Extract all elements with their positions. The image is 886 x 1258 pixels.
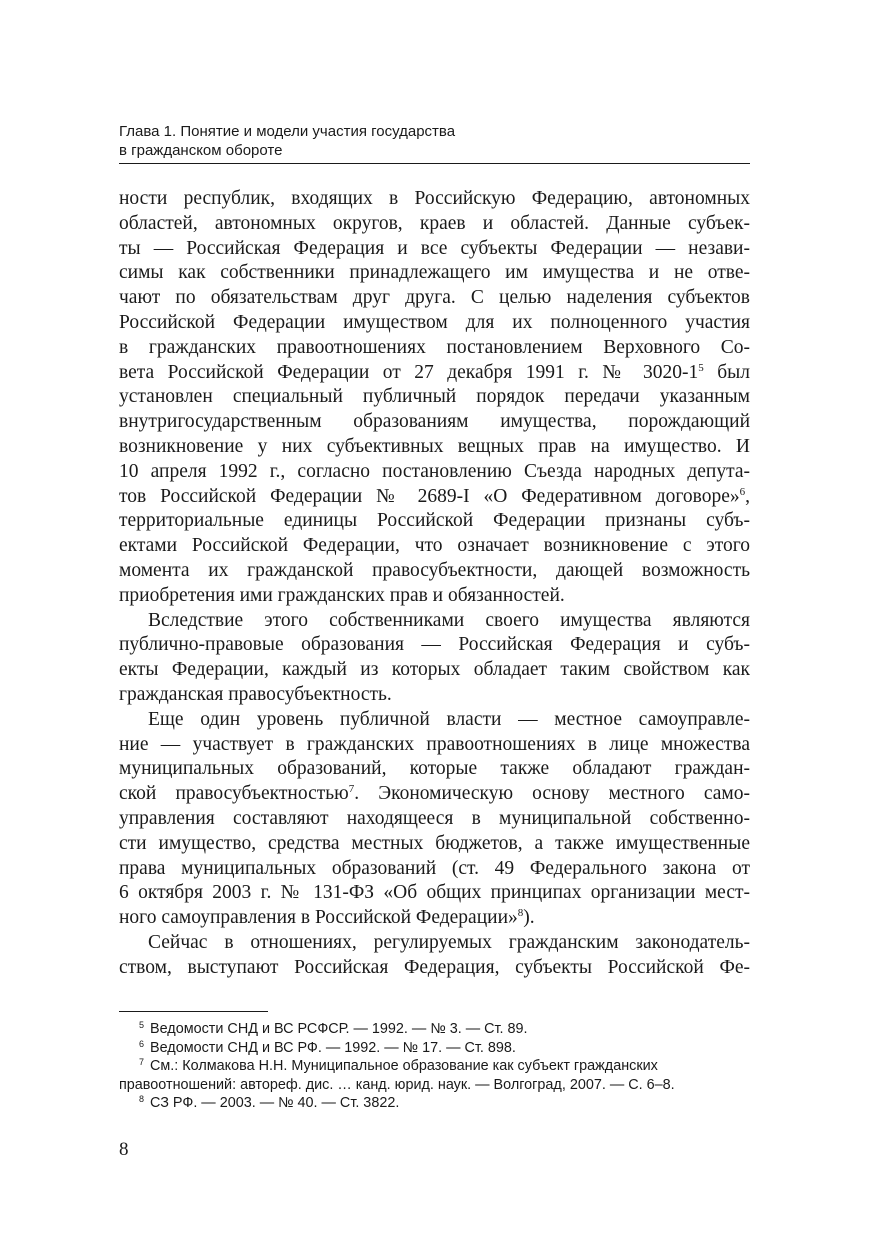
text-segment: . Экономическую основу местного само-	[354, 783, 750, 805]
text-line: гражданская правосубъектность.	[119, 683, 392, 705]
text-line: внутригосударственным образованиям имущества, порождающий	[119, 411, 750, 433]
text-line: ние — участвует в гражданских правоотношениях в лице множества	[119, 733, 750, 755]
text-line	[119, 361, 750, 386]
footnote-text: Ведомости СНД и ВС РСФСР. — 1992. — № 3. — Ст. 89.	[150, 1021, 528, 1037]
text-line: территориальные единицы Российской Федерации признаны субъ-	[119, 510, 750, 532]
text-line: установлен специальный публичный порядок передачи указанным	[119, 386, 750, 408]
footnote-divider	[119, 1011, 268, 1012]
text-line: 10 апреля 1992 г., согласно постановлению Съезда народных депута-	[119, 460, 750, 482]
footnote-text-continued: правоотношений: автореф. дис. … канд. юрид. наук. — Волгоград, 2007. — С. 6–8.	[119, 1076, 675, 1093]
footnote-5	[119, 1020, 750, 1039]
footnote-number: 5	[139, 1020, 145, 1030]
text-line: ты — Российская Федерация и все субъекты Федерации — незави-	[119, 237, 750, 259]
footnote-number: 7	[139, 1057, 145, 1067]
text-line: Российской Федерации имуществом для их полноценного участия	[119, 311, 750, 333]
footnote-number: 6	[139, 1038, 145, 1049]
paragraph-4	[119, 931, 750, 981]
text-line: в гражданских правоотношениях постановлением Верховного Со-	[119, 336, 750, 358]
footnote-text: См.: Колмакова Н.Н. Муниципальное образование как субъект гражданских	[150, 1058, 658, 1074]
text-line: момента их гражданской правосубъектности, дающей возможность	[119, 559, 750, 581]
footnote-ref-8[interactable]: 8	[517, 907, 524, 920]
text-line: симы как собственники принадлежащего им имущества и не отве-	[119, 262, 750, 284]
text-segment: ,	[745, 485, 750, 507]
paragraph-3	[119, 708, 750, 931]
text-line: 6 октября 2003 г. № 131-ФЗ «Об общих принципах организации мест-	[119, 882, 750, 904]
text-line: ством, выступают Российская Федерация, субъекты Российской Фе-	[119, 956, 750, 978]
running-head-line-1: Глава 1. Понятие и модели участия государства	[119, 123, 456, 140]
text-line: публично-правовые образования — Российская Федерация и субъ-	[119, 634, 750, 656]
footnote-text: Ведомости СНД и ВС РФ. — 1992. — № 17. — Ст. 898.	[150, 1039, 516, 1056]
text-line: Вследствие этого собственниками своего имущества являются	[148, 609, 750, 631]
text-line: муниципальных образований, которые также обладают граждан-	[119, 758, 750, 780]
text-line: Еще один уровень публичной власти — местное самоуправле-	[148, 708, 750, 730]
text-line	[119, 906, 750, 931]
text-line: областей, автономных округов, краев и областей. Данные субъек-	[119, 212, 750, 234]
text-line: чают по обязательствам друг друга. С целью наделения субъектов	[119, 287, 750, 309]
text-line: возникновение у них субъективных вещных прав на имущество. И	[119, 435, 750, 457]
text-segment: тов Российской Федерации № 2689-I «О Федеративном договоре»	[119, 485, 740, 507]
footnote-7	[119, 1057, 750, 1094]
running-head	[119, 122, 750, 164]
text-segment: был	[703, 361, 750, 383]
running-head-line-2: в гражданском обороте	[119, 142, 283, 159]
footnote-8	[119, 1094, 750, 1113]
page-number: 8	[119, 1139, 129, 1160]
footnote-text: СЗ РФ. — 2003. — № 40. — Ст. 3822.	[150, 1095, 400, 1111]
text-line: управления составляют находящееся в муниципальной собственно-	[119, 807, 750, 829]
text-segment: ской правосубъектностью	[119, 783, 349, 805]
text-segment: ного самоуправления в Российской Федерации»	[119, 907, 518, 929]
text-line: приобретения ими гражданских прав и обязанностей.	[119, 584, 565, 606]
paragraph-2	[119, 609, 750, 708]
footnote-ref-5[interactable]: 5	[698, 361, 704, 374]
text-line: Сейчас в отношениях, регулируемых гражданским законодатель-	[148, 931, 750, 953]
text-line: ектами Российской Федерации, что означает возникновение с этого	[119, 535, 750, 557]
text-line	[119, 782, 750, 807]
footnote-ref-7[interactable]: 7	[348, 783, 355, 796]
text-line: права муниципальных образований (ст. 49 Федерального закона от	[119, 857, 750, 879]
text-line	[119, 485, 750, 510]
text-segment: вета Российской Федерации от 27 декабря 1991 г. № 3020-1	[119, 361, 699, 383]
text-line: сти имущество, средства местных бюджетов, а также имущественные	[119, 832, 750, 854]
footnote-number: 8	[139, 1094, 145, 1104]
text-line: екты Федерации, каждый из которых обладает таким свойством как	[119, 659, 750, 681]
body-text	[119, 187, 750, 981]
text-line: ности республик, входящих в Российскую Федерацию, автономных	[119, 188, 750, 209]
footnote-6	[119, 1039, 750, 1058]
footnote-ref-6[interactable]: 6	[739, 485, 746, 498]
paragraph-1	[119, 187, 750, 609]
footnotes	[119, 1020, 750, 1113]
text-segment: ).	[523, 907, 535, 929]
